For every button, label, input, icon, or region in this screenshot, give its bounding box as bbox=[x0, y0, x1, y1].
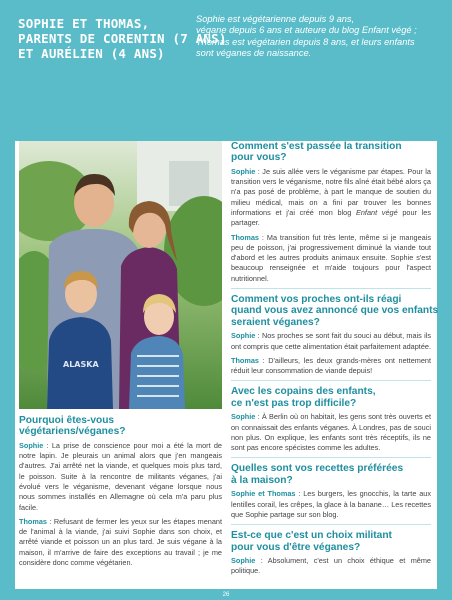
answer-paragraph bbox=[231, 233, 431, 284]
page-header bbox=[0, 0, 452, 140]
intro-line: végane depuis 6 ans et auteure du blog Enfant végé ; bbox=[196, 25, 417, 36]
speaker-name: Thomas bbox=[231, 355, 259, 365]
speaker-name: Sophie bbox=[231, 556, 256, 565]
speaker-name: Thomas bbox=[19, 516, 47, 526]
question-line: Quelles sont vos recettes préférées bbox=[231, 463, 404, 475]
question-line: Pourquoi êtes-vous bbox=[19, 415, 115, 426]
title-line: PARENTS DE CORENTIN (7 ANS) bbox=[18, 31, 227, 46]
divider bbox=[231, 380, 431, 381]
question-friends bbox=[231, 386, 431, 409]
answer-text: : Absolument, c'est un choix éthique et même politique. bbox=[231, 556, 431, 576]
blog-name: Enfant végé bbox=[356, 208, 398, 217]
answer-text: : À Berlin où on habitait, les gens sont très ouverts et on connaissait des enfants véganes. À Londres, pas de souci non plus. On explique, les enfants sont très réceptifs, ils ne sont pas encore spécistes comme les adultes. bbox=[231, 412, 431, 453]
family-photo bbox=[19, 141, 222, 409]
question-line: pour vous? bbox=[231, 152, 287, 164]
answer-paragraph bbox=[231, 412, 431, 453]
answer-paragraph bbox=[19, 517, 222, 568]
question-line: Comment vos proches ont-ils réagi bbox=[231, 294, 402, 306]
question-line: végétariens/véganes? bbox=[19, 426, 126, 438]
answer-text: pour les partager. bbox=[231, 208, 431, 228]
speaker-name: Thomas bbox=[231, 232, 259, 242]
divider bbox=[231, 524, 431, 525]
answer-paragraph bbox=[231, 489, 431, 520]
family-title bbox=[18, 16, 227, 61]
question-line: pour vous d'être véganes? bbox=[231, 541, 361, 553]
answer-paragraph bbox=[231, 556, 431, 577]
question-recipes bbox=[231, 463, 431, 486]
question-line: Avec les copains des enfants, bbox=[231, 386, 376, 398]
divider bbox=[231, 457, 431, 458]
question-line: à la maison? bbox=[231, 474, 293, 486]
speaker-name: Sophie bbox=[231, 166, 256, 176]
family-intro bbox=[196, 14, 441, 60]
speaker-name: Sophie bbox=[231, 331, 256, 341]
question-transition bbox=[231, 141, 431, 164]
divider bbox=[231, 288, 431, 289]
title-line: ET AURÉLIEN (4 ANS) bbox=[18, 46, 165, 61]
intro-line: Thomas est végétarien depuis 8 ans, et leurs enfants bbox=[196, 36, 415, 47]
speaker-name: Sophie bbox=[231, 412, 256, 422]
page-number: 26 bbox=[222, 592, 230, 598]
answer-paragraph bbox=[19, 441, 222, 513]
answer-text: : Ma transition fut très lente, même si je mangeais peu de poisson, j'ai progressivement diminué la viande tout d'abord et les autres produits animaux ensuite. Sophie s'est beaucoup renseignée et m'aide toujours pour l'aspect nutritionnel. bbox=[231, 232, 431, 283]
answer-text: : Je suis allée vers le véganisme par étapes. Pour la transition vers le véganisme, notre fils aîné était bébé alors ça n'a pas posé de problème, à part le manque de soutien du milieu médical, mais on a fini par trouver les bonnes informations et j'ai créé mon blog bbox=[231, 166, 431, 217]
answer-text: : Refusant de fermer les yeux sur les étapes menant de l'animal à la viande, j'ai suivi Sophie dans son choix, et arrêté viande et poisson un an plus tard. Je suis végane à la maison, il m'arrive de faire des exceptions au travail ; je me considère donc comme végétarien. bbox=[19, 516, 222, 568]
question-why bbox=[19, 415, 222, 438]
speaker-name: Sophie et Thomas bbox=[231, 489, 296, 499]
answer-text: : Nos proches se sont fait du souci au début, mais ils ont compris que cette alimentation était parfaitement adaptée. bbox=[231, 331, 431, 351]
speaker-name: Sophie bbox=[19, 440, 44, 450]
question-line: ce n'est pas trop difficile? bbox=[231, 397, 357, 409]
shirt-text: ALASKA bbox=[63, 360, 99, 369]
question-line: Est-ce que c'est un choix militant bbox=[231, 530, 392, 542]
answer-paragraph bbox=[231, 167, 431, 229]
intro-line: Sophie est végétarienne depuis 9 ans, bbox=[196, 14, 355, 24]
intro-line: sont véganes de naissance. bbox=[196, 48, 312, 59]
right-column bbox=[231, 141, 439, 581]
answer-text: : D'ailleurs, les deux grands-mères ont nettement réduit leur consommation de viande depuis! bbox=[231, 355, 431, 376]
question-line: seraient véganes? bbox=[231, 316, 320, 328]
answer-text: : Les burgers, les gnocchis, la tarte aux lentilles corail, les crêpes, la glace à la banane… Les recettes que Sophie partage sur son blog. bbox=[231, 489, 432, 519]
answer-text: : La prise de conscience pour moi a été la mort de notre lapin. Je pleurais un animal alors que j'en mangeais d'autres. J'ai arrêté net la viande, et quelques mois plus tard, le poisson. Suite à la rencontre de militants véganes, j'ai évolué vers le véganisme, devenant végane lorsque nous nous sommes installés en Allemagne où cela m'a paru plus facile. bbox=[19, 440, 222, 512]
question-line: quand vous avez annoncé que vos enfants bbox=[231, 305, 439, 317]
answer-paragraph bbox=[231, 356, 431, 377]
family-photo-illustration bbox=[19, 141, 222, 409]
question-relatives bbox=[231, 294, 439, 328]
question-activism bbox=[231, 530, 431, 553]
answer-paragraph bbox=[231, 331, 431, 352]
title-line: SOPHIE ET THOMAS, bbox=[18, 16, 150, 31]
interview-card bbox=[15, 141, 437, 589]
left-column bbox=[19, 415, 222, 572]
question-line: Comment s'est passée la transition bbox=[231, 141, 402, 152]
